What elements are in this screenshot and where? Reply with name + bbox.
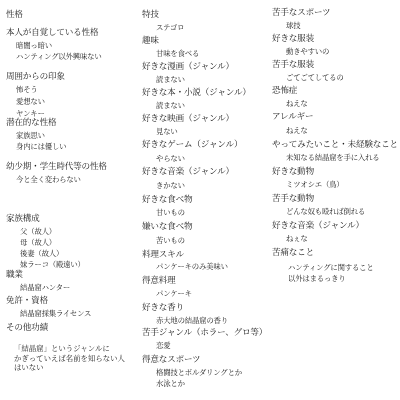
field-label: 苦手な動物 — [272, 194, 314, 204]
field-label: 職業 — [6, 270, 23, 280]
field-value: 今と全く変わらない — [16, 175, 81, 184]
field-value: 球技 — [286, 21, 301, 30]
field-value: ねえな — [286, 126, 308, 135]
field-label: 好きな食べ物 — [142, 195, 193, 205]
field-label: その他功績 — [6, 323, 48, 333]
field-value: ヤンキー — [16, 109, 45, 118]
field-label: 周囲からの印象 — [6, 72, 65, 82]
field-value: ごてごてしてるの — [286, 73, 344, 82]
field-value: パンケーキのみ美味い — [156, 262, 228, 271]
field-label: やってみたいこと・未経験なこと — [272, 140, 398, 150]
field-label: 趣味 — [142, 36, 159, 46]
field-value: 結晶窟採集ライセンス — [20, 309, 92, 318]
field-label: 好きな漫画（ジャンル） — [142, 62, 234, 72]
field-label: 性格 — [6, 10, 23, 20]
field-value: ミツオシエ（鳥） — [286, 180, 344, 189]
field-value: 苦いもの — [156, 236, 185, 245]
field-label: 苦手なスポーツ — [272, 8, 331, 18]
field-value: 恋愛 — [156, 341, 171, 350]
field-value: 身内には優しい — [16, 142, 67, 151]
field-label: 嫌いな食べ物 — [142, 222, 193, 232]
field-value: 結晶窟ハンター — [20, 283, 71, 292]
field-value: 怖そう — [16, 85, 38, 94]
field-label: 得意料理 — [142, 276, 176, 286]
field-value: 以外はまるっきり — [288, 274, 346, 283]
field-value: 妹ラーコ（殿遠い） — [20, 260, 85, 269]
field-label: 好きな本・小説（ジャンル） — [142, 88, 251, 98]
field-label: 好きな音楽（ジャンル） — [272, 221, 364, 231]
field-label: 幼少期・学生時代等の性格 — [6, 162, 107, 172]
field-value: 暗闇っ暗い — [16, 41, 52, 50]
field-value: 甘味を食べる — [156, 49, 200, 58]
field-label: アレルギー — [272, 112, 314, 122]
field-value: 見ない — [156, 127, 178, 136]
field-value: 格闘技とボルダリングとか — [156, 368, 242, 377]
field-label: 好きなゲーム（ジャンル） — [142, 140, 243, 150]
field-label: 好きな映画（ジャンル） — [142, 114, 234, 124]
note-text: 「結晶窟」というジャンルに かぎっていえば名前を知らない人 はいない — [14, 344, 125, 372]
field-label: 好きな香り — [142, 303, 184, 313]
field-label: 好きな音楽（ジャンル） — [142, 167, 234, 177]
field-value: ステゴロ — [156, 23, 185, 32]
field-value: ねぇな — [286, 234, 308, 243]
field-value: 甘いもの — [156, 208, 185, 217]
field-value: 母（故人） — [20, 238, 56, 247]
field-value: 赤大地の結晶窟の香り — [156, 316, 228, 325]
field-label: 免許・資格 — [6, 296, 48, 306]
field-value: ハンティングに関すること — [288, 263, 374, 272]
field-label: 好きな服装 — [272, 34, 314, 44]
field-value: ハンティング以外興味ない — [16, 52, 102, 61]
field-label: 料理スキル — [142, 250, 184, 260]
field-value: 父（故人） — [20, 227, 56, 236]
field-value: 読まない — [156, 101, 185, 110]
field-label: 家族構成 — [6, 214, 40, 224]
field-value: 未知なる結晶窟を手に入れる — [286, 153, 380, 162]
field-label: 苦手ジャンル（ホラー、グロ等） — [142, 328, 268, 338]
field-label: 潜在的な性格 — [6, 118, 57, 128]
field-label: 恐怖症 — [272, 86, 298, 96]
field-value: 動きやすいの — [286, 47, 330, 56]
field-label: 特技 — [142, 10, 159, 20]
field-value: 読まない — [156, 75, 185, 84]
field-value: やらない — [156, 154, 185, 163]
field-value: 家族思い — [16, 131, 45, 140]
field-value: 水泳とか — [156, 379, 185, 388]
field-label: 得意なスポーツ — [142, 355, 201, 365]
field-label: 好きな動物 — [272, 167, 314, 177]
field-label: 本人が自覚している性格 — [6, 28, 99, 38]
field-label: 苦手な服装 — [272, 60, 314, 70]
field-value: きかない — [156, 181, 185, 190]
field-value: 後妻（故人） — [20, 249, 64, 258]
field-label: 苦痛なこと — [272, 248, 314, 258]
field-value: ねえな — [286, 99, 308, 108]
field-value: 愛想ない — [16, 97, 45, 106]
field-value: どんな奴も殴れば倒れる — [286, 207, 366, 216]
field-value: パンケーキ — [156, 289, 192, 298]
